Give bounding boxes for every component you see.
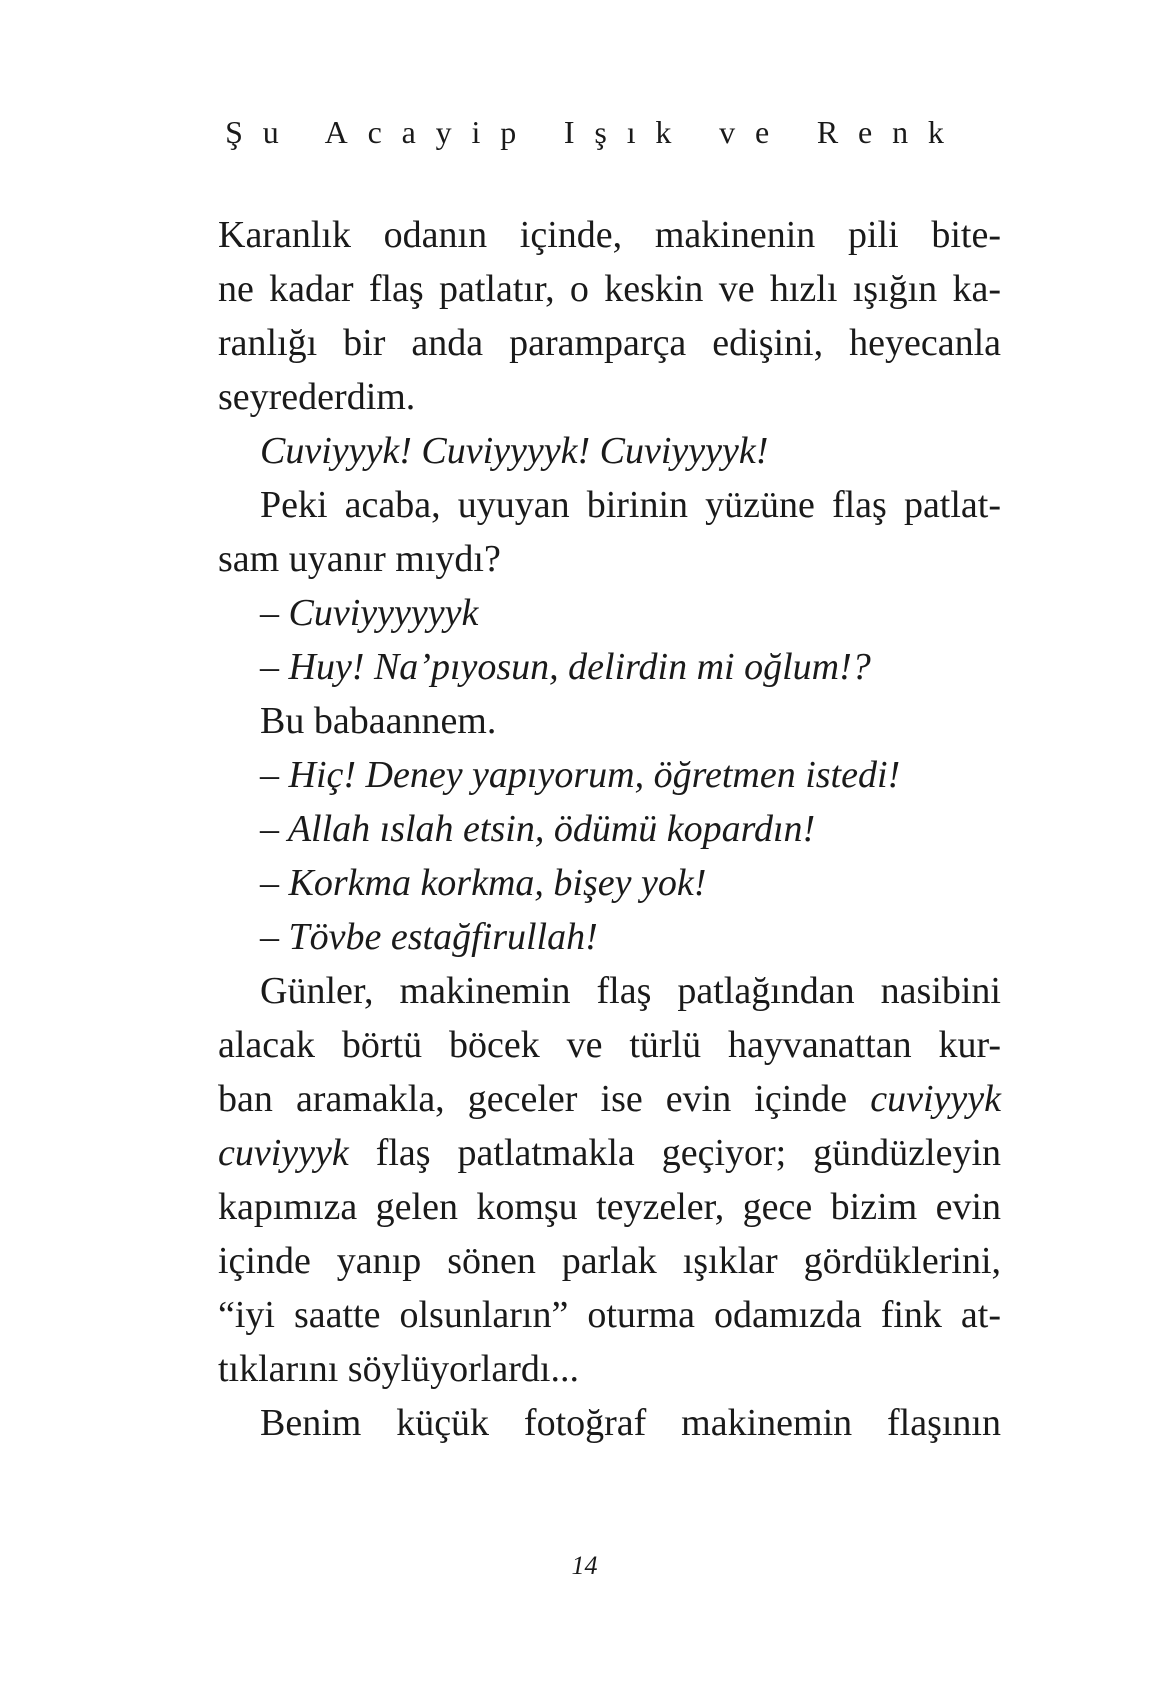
dialogue-line: – Allah ıslah etsin, ödümü kopardın! [260, 808, 816, 850]
text-line: Cuviyyyk! Cuviyyyyk! Cuviyyyyk! [260, 430, 769, 472]
text-line: seyrederdim. [218, 376, 416, 418]
dialogue-line: – Huy! Na’pıyosun, delirdin mi oğlum!? [260, 646, 871, 688]
text-line: Peki acaba, uyuyan birinin yüzüne flaş patlat- [260, 484, 1001, 526]
text-line [218, 1072, 1001, 1126]
text-line: sam uyanır mıydı? [218, 538, 501, 580]
running-header: Şu Acayip Işık ve Renk [225, 114, 964, 150]
text-line: kapımıza gelen komşu teyzeler, gece bizim evin [218, 1186, 1001, 1228]
text-segment: ban aramakla, geceler ise evin içinde [218, 1078, 848, 1120]
text-line: tıklarını söylüyorlardı... [218, 1348, 579, 1390]
page-number: 14 [571, 1551, 598, 1580]
dialogue-line: – Korkma korkma, bişey yok! [260, 862, 707, 904]
body-text [218, 208, 1001, 1450]
text-line: Karanlık odanın içinde, makinenin pili bite- [218, 214, 1001, 256]
text-line: içinde yanıp sönen parlak ışıklar gördüklerini, [218, 1240, 1001, 1282]
text-line: “iyi saatte olsunların” oturma odamızda fink at- [218, 1294, 1001, 1336]
text-line: ne kadar flaş patlatır, o keskin ve hızlı ışığın ka- [218, 268, 1001, 310]
text-line: ranlığı bir anda paramparça edişini, heyecanla [218, 322, 1001, 364]
dialogue-line: – Hiç! Deney yapıyorum, öğretmen istedi! [260, 754, 901, 796]
dialogue-line: – Tövbe estağfirullah! [260, 916, 598, 958]
text-segment: flaş patlatmakla geçiyor; gündüzleyin [375, 1132, 1002, 1174]
text-line [218, 1126, 1001, 1180]
dialogue-line: – Cuviyyyyyyk [260, 592, 479, 634]
text-line: Günler, makinemin flaş patlağından nasibini [260, 970, 1001, 1012]
text-segment-italic: cuviyyyk [218, 1132, 349, 1174]
text-line: alacak börtü böcek ve türlü hayvanattan kur- [218, 1024, 1001, 1066]
text-segment-italic: cuviyyyk [870, 1078, 1001, 1120]
text-line: Bu babaannem. [260, 700, 497, 742]
text-line: Benim küçük fotoğraf makinemin flaşının [260, 1402, 1001, 1444]
